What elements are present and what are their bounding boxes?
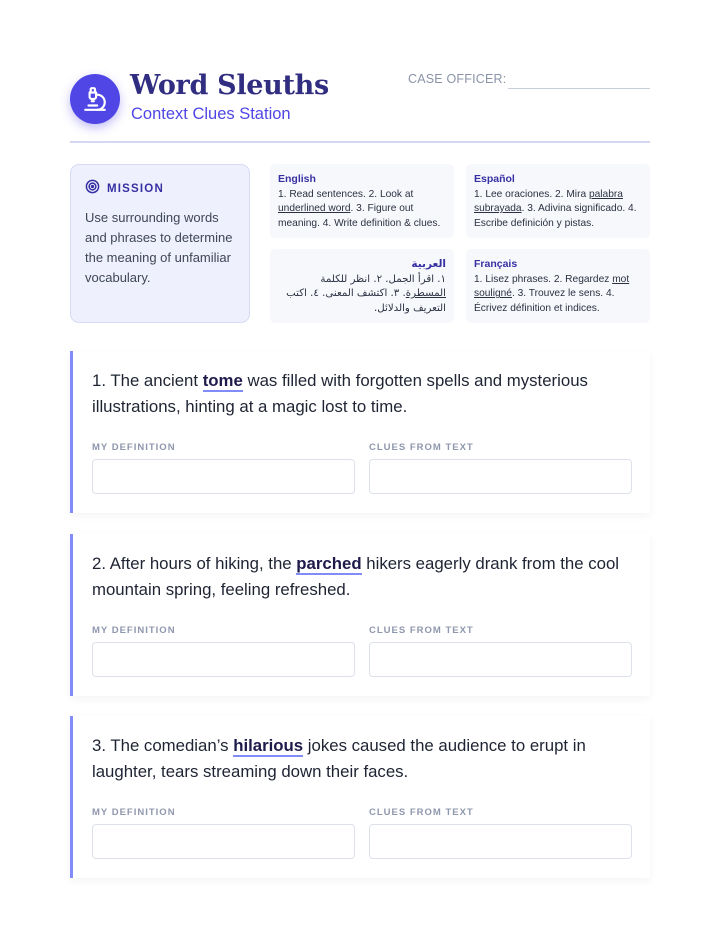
definition-input[interactable] bbox=[92, 459, 355, 494]
mission-title: MISSION bbox=[107, 183, 164, 195]
instructions-text: 1. Lisez phrases. 2. Regardez mot souligné. 3. Trouvez le sens. 4. Écrivez définition et indices. bbox=[474, 273, 630, 314]
target-icon bbox=[85, 179, 100, 199]
question-card-2 bbox=[70, 534, 650, 696]
definition-label: MY DEFINITION bbox=[92, 807, 176, 818]
language-name: Español bbox=[474, 173, 515, 185]
clues-label: CLUES FROM TEXT bbox=[369, 625, 474, 636]
vocabulary-word: tome bbox=[202, 371, 243, 390]
definition-input[interactable] bbox=[92, 642, 355, 677]
question-sentence: 2. After hours of hiking, the parched hikers eagerly drank from the cool mountain spring, feeling refreshed. bbox=[92, 554, 620, 599]
instructions-text: 1. Read sentences. 2. Look at underlined word. 3. Figure out meaning. 4. Write definition & clues. bbox=[278, 188, 441, 229]
language-name: Français bbox=[474, 258, 518, 270]
instructions-text: 1. Lee oraciones. 2. Mira palabra subrayada. 3. Adivina significado. 4. Escribe definición y pistas. bbox=[474, 188, 637, 229]
clues-label: CLUES FROM TEXT bbox=[369, 442, 474, 453]
question-card-3 bbox=[70, 716, 650, 878]
page-title: Word Sleuths bbox=[130, 70, 329, 101]
vocabulary-word: hilarious bbox=[233, 736, 304, 755]
clues-input[interactable] bbox=[369, 642, 632, 677]
clues-label: CLUES FROM TEXT bbox=[369, 807, 474, 818]
definition-label: MY DEFINITION bbox=[92, 442, 176, 453]
language-name: English bbox=[278, 173, 316, 185]
vocabulary-word: parched bbox=[296, 554, 362, 573]
instructions-french bbox=[466, 249, 650, 323]
question-card-1 bbox=[70, 351, 650, 513]
instructions-text: ١. اقرأ الجمل. ٢. انظر للكلمة المسطرة. ٣. اكتشف المعنى. ٤. اكتب التعريف والدلائل. bbox=[286, 273, 446, 314]
definition-input[interactable] bbox=[92, 824, 355, 859]
definition-label: MY DEFINITION bbox=[92, 625, 176, 636]
header bbox=[70, 72, 650, 142]
clues-input[interactable] bbox=[369, 459, 632, 494]
page-subtitle: Context Clues Station bbox=[131, 105, 291, 123]
instructions-arabic bbox=[270, 249, 454, 323]
mission-header bbox=[85, 179, 235, 199]
question-sentence: 1. The ancient tome was filled with forgotten spells and mysterious illustrations, hinting at a magic lost to time. bbox=[92, 371, 588, 416]
language-name: العربية bbox=[411, 258, 446, 270]
clues-input[interactable] bbox=[369, 824, 632, 859]
instructions-spanish bbox=[466, 164, 650, 238]
header-divider bbox=[70, 141, 650, 143]
case-officer-label: CASE OFFICER: bbox=[408, 72, 507, 86]
question-sentence: 3. The comedian’s hilarious jokes caused the audience to erupt in laughter, tears streaming down their faces. bbox=[92, 736, 586, 781]
mission-text: Use surrounding words and phrases to determine the meaning of unfamiliar vocabulary. bbox=[85, 210, 233, 285]
case-officer-field[interactable] bbox=[508, 88, 650, 89]
microscope-icon bbox=[70, 74, 120, 124]
instructions-english bbox=[270, 164, 454, 238]
mission-card bbox=[70, 164, 250, 323]
